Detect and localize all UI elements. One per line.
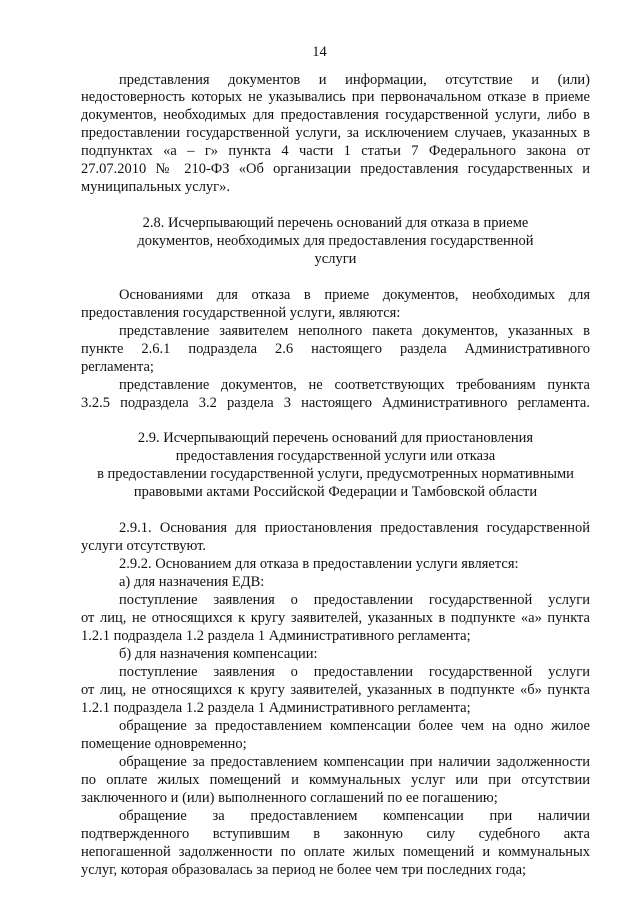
- paragraph-line: услуг, которая образовалась за период не более чем три последних года;: [81, 862, 527, 878]
- paragraph-line: 1.2.1 подраздела 1.2 раздела 1 Административного регламента;: [81, 628, 471, 644]
- paragraph-line: б) для назначения компенсации:: [119, 646, 318, 662]
- section-heading-line: 2.8. Исчерпывающий перечень оснований для отказа в приеме: [142, 215, 529, 231]
- paragraph-line: 1.2.1 подраздела 1.2 раздела 1 Административного регламента;: [81, 700, 471, 716]
- paragraph-line: от лиц, не относящихся к кругу заявителей, указанных в подпункте «б» пункта: [81, 682, 590, 698]
- paragraph-line: 2.9.2. Основанием для отказа в предоставлении услуги является:: [119, 556, 519, 572]
- paragraph-line: непогашенной задолженности по оплате жилых помещений и коммунальных: [81, 844, 590, 860]
- paragraph-line: помещение одновременно;: [81, 736, 247, 752]
- paragraph-line: от лиц, не относящихся к кругу заявителей, указанных в подпункте «а» пункта: [81, 610, 590, 626]
- paragraph-line: представления документов и информации, отсутствие и (или): [119, 72, 590, 88]
- paragraph-line: 2.9.1. Основания для приостановления предоставления государственной: [119, 520, 590, 536]
- paragraph-line: обращение за предоставлением компенсации более чем на одно жилое: [119, 718, 590, 734]
- paragraph-line: подтвержденного вступившим в законную силу судебного акта: [81, 826, 590, 842]
- section-heading-line: 2.9. Исчерпывающий перечень оснований для приостановления: [137, 430, 534, 446]
- paragraph-line: поступление заявления о предоставлении государственной услуги: [119, 592, 590, 608]
- section-heading-line: в предоставлении государственной услуги, предусмотренных нормативными: [97, 466, 574, 482]
- paragraph-line: поступление заявления о предоставлении государственной услуги: [119, 664, 590, 680]
- paragraph-line: представление документов, не соответствующих требованиям пункта: [119, 377, 590, 393]
- paragraph-line: услуги отсутствуют.: [81, 538, 206, 554]
- paragraph-line: регламента;: [81, 359, 154, 375]
- paragraph-line: обращение за предоставлением компенсации при наличии задолженности: [119, 754, 590, 770]
- paragraph-line: подпунктах «а – г» пункта 4 части 1 статьи 7 Федерального закона от: [81, 143, 590, 159]
- section-heading-line: правовыми актами Российской Федерации и Тамбовской области: [133, 484, 538, 500]
- paragraph-line: недостоверность которых не указывались при первоначальном отказе в приеме: [81, 89, 590, 105]
- paragraph-line: документов, необходимых для предоставления государственной услуги, либо в: [81, 107, 590, 123]
- paragraph-line: представление заявителем неполного пакета документов, указанных в: [119, 323, 590, 339]
- paragraph-line: муниципальных услуг».: [81, 179, 231, 195]
- paragraph-line: Основаниями для отказа в приеме документов, необходимых для: [119, 287, 590, 303]
- paragraph-line: пункте 2.6.1 подраздела 2.6 настоящего раздела Административного: [81, 341, 590, 357]
- paragraph-line: 27.07.2010 № 210-ФЗ «Об организации предоставления государственных и: [81, 161, 590, 177]
- section-heading-line: предоставления государственной услуги или отказа: [175, 448, 496, 464]
- page-number: 14: [312, 44, 327, 60]
- paragraph-line: 3.2.5 подраздела 3.2 раздела 3 настоящего Административного регламента.: [81, 395, 590, 411]
- paragraph-line: предоставления государственной услуги, являются:: [81, 305, 401, 321]
- paragraph-line: заключенного и (или) выполненного соглашений по ее погашению;: [81, 790, 498, 806]
- paragraph-line: а) для назначения ЕДВ:: [119, 574, 265, 590]
- paragraph-line: обращение за предоставлением компенсации при наличии: [119, 808, 590, 824]
- section-heading-line: документов, необходимых для предоставления государственной: [137, 233, 534, 249]
- paragraph-line: по оплате жилых помещений и коммунальных услуг или при отсутствии: [81, 772, 590, 788]
- paragraph-line: предоставлении государственной услуги, за исключением случаев, указанных в: [81, 125, 590, 141]
- section-heading-line: услуги: [314, 251, 357, 267]
